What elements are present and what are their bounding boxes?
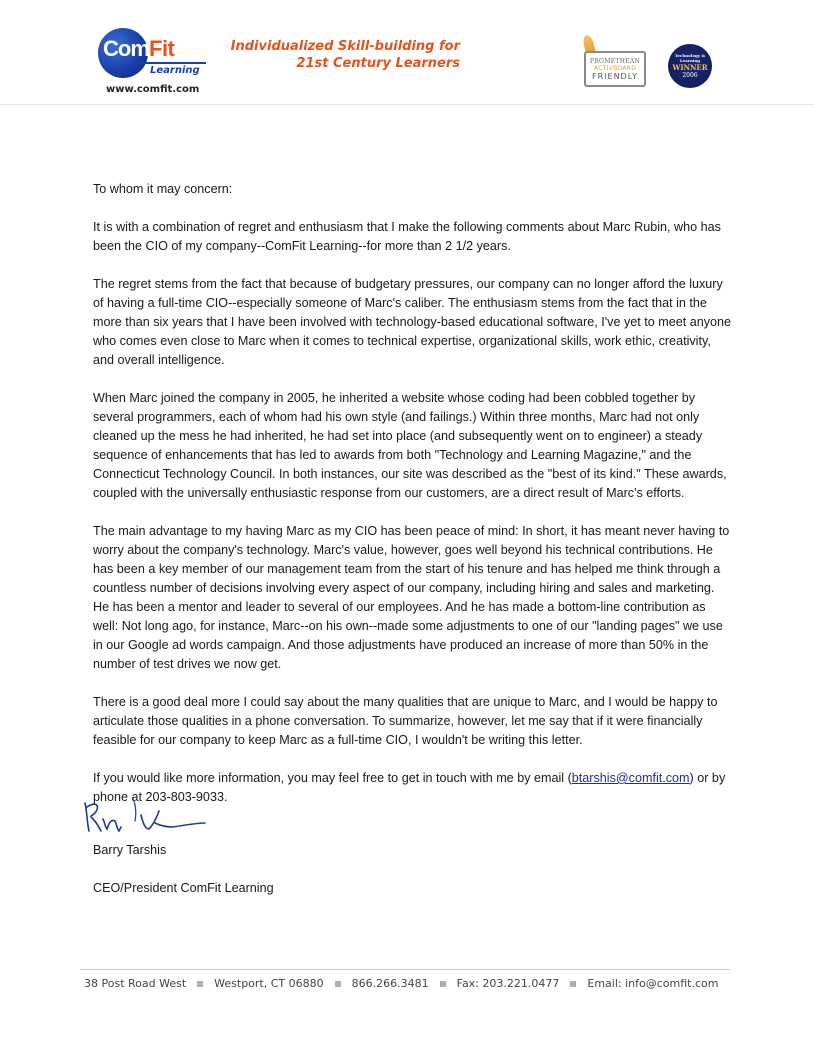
award-winner-badge (668, 44, 712, 88)
signer-name: Barry Tarshis (93, 843, 167, 857)
email-link[interactable]: btarshis@comfit.com (571, 771, 690, 785)
letterhead (0, 0, 814, 110)
separator-square-icon (570, 981, 576, 987)
footer-fax: Fax: 203.221.0477 (456, 977, 560, 990)
comfit-logo (98, 28, 208, 98)
logo-com-text: Com (103, 36, 149, 61)
promethean-badge-line-2: ACTIVBOARD (593, 64, 637, 72)
footer-phone: 866.266.3481 (351, 977, 429, 990)
footer-address: 38 Post Road West (84, 977, 187, 990)
promethean-badge-line-3: FRIENDLY (592, 71, 638, 81)
footer-city: Westport, CT 06880 (214, 977, 324, 990)
footer-email: Email: info@comfit.com (587, 977, 719, 990)
award-badge-line-1: Technology & Learning (674, 53, 706, 63)
promethean-badge-line-1: PROMETHEAN (589, 57, 641, 65)
paragraph-3: When Marc joined the company in 2005, he inherited a website whose coding had been cobbled together by several programmers, each of whom had his own style (and failings.) Within three months, Marc had not only cleaned up the mess he had inherited, he had set into place (and subsequently went on to engineer) a steady sequence of enhancements that has led to awards from both "Technology and Learning Magazine," and the Connecticut Technology Council. In both instances, our site was described as the "best of its kind." These awards, coupled with the universally enthusiastic response from our customers, are a direct result of Marc's efforts. (93, 391, 727, 500)
tagline-line-1: Individualized Skill-building for (230, 39, 460, 54)
signature-icon (81, 797, 221, 837)
footer (84, 977, 744, 990)
separator-square-icon (197, 981, 203, 987)
promethean-badge-box (584, 51, 646, 87)
separator-square-icon (335, 981, 341, 987)
logo-divider (138, 62, 206, 64)
tagline-line-2: 21st Century Learners (296, 56, 460, 71)
contact-prefix: If you would like more information, you may feel free to get in touch with me by email ( (93, 771, 572, 785)
signer-title: CEO/President ComFit Learning (93, 881, 274, 895)
logo-learning-text: Learning (150, 65, 200, 76)
award-badge-line-3: 2006 (682, 72, 698, 79)
letter-body (93, 180, 733, 898)
logo-fit-text: Fit (149, 36, 175, 61)
handwritten-signature (93, 801, 733, 841)
website-url[interactable]: www.comfit.com (106, 84, 200, 95)
paragraph-1: It is with a combination of regret and enthusiasm that I make the following comments about Marc Rubin, who has been the CIO of my company--ComFit Learning--for more than 2 1/2 years. (93, 220, 721, 253)
promethean-badge (580, 35, 648, 95)
salutation: To whom it may concern: (93, 182, 233, 196)
paragraph-4: The main advantage to my having Marc as my CIO has been peace of mind: In short, it has meant never having to worry about the company's technology. Marc's value, however, goes well beyond his technical contributions. He has been a key member of our management team from the start of his tenure and has helped me think through a countless number of decisions involving every aspect of our company, including hiring and sales and marketing. He has been a mentor and leader to several of our employees. And he has made a bottom-line contribution as well: Not long ago, for instance, Marc--on his own--made some adjustments to one of our "landing pages" we use in our Google ad words campaign. And those adjustments have produced an increase of more than 50% in the number of test drives we now get. (93, 524, 730, 671)
paragraph-2: The regret stems from the fact that because of budgetary pressures, our company can no longer afford the luxury of having a full-time CIO--especially someone of Marc's caliber. The enthusiasm stems from the fact that in the more than six years that I have been involved with technology-based educational software, I've yet to meet anyone who comes even close to Marc when it comes to technical expertise, organizational skills, work ethic, creativity, and overall intelligence. (93, 277, 732, 367)
header-divider (0, 104, 814, 105)
footer-divider (80, 969, 730, 970)
separator-square-icon (440, 981, 446, 987)
award-badge-line-2: WINNER (672, 63, 708, 72)
tagline (200, 38, 460, 72)
paragraph-5: There is a good deal more I could say about the many qualities that are unique to Marc, and I would be happy to articulate those qualities in a phone conversation. To summarize, however, let me say that if it were financially feasible for our company to keep Marc as a full-time CIO, I wouldn't be writing this letter. (93, 695, 718, 747)
contact-suffix: ) or by phone at 203-803-9033. (93, 771, 726, 804)
